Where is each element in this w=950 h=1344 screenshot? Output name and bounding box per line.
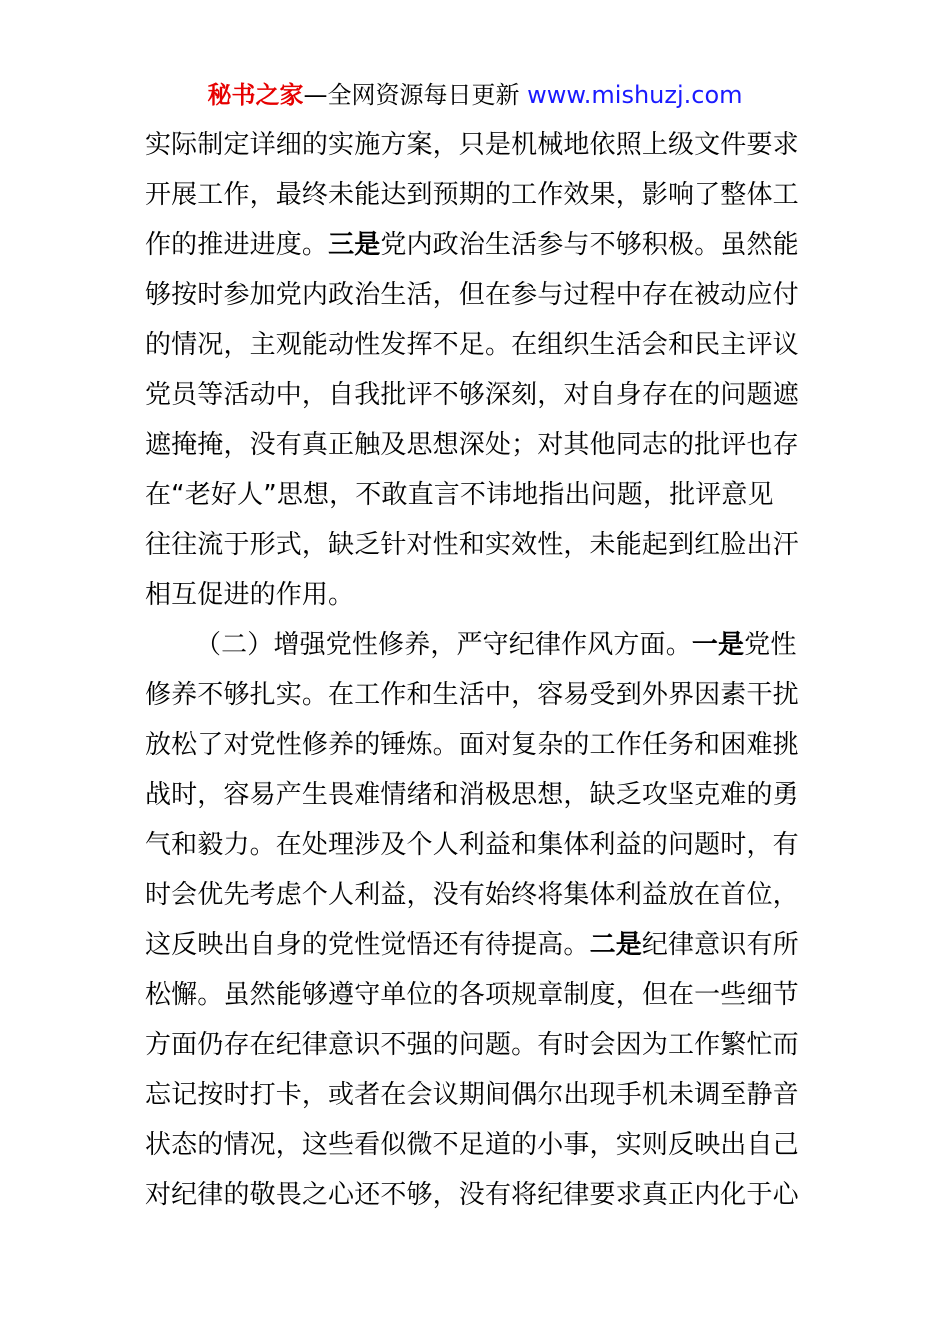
text-line — [145, 720, 810, 770]
text-segment: 在“老好人”思想，不敢直言不讳地指出问题，批评意见 — [145, 480, 774, 510]
text-line — [145, 370, 810, 420]
text-segment: 纪律意识有所 — [641, 930, 799, 960]
text-segment: 气和毅力。在处理涉及个人利益和集体利益的问题时，有 — [145, 830, 799, 860]
bold-marker: 二是 — [589, 930, 642, 960]
text-line — [145, 670, 810, 720]
text-line — [145, 770, 810, 820]
text-segment: 往往流于形式，缺乏针对性和实效性，未能起到红脸出汗 — [145, 530, 799, 560]
text-line — [145, 120, 810, 170]
document-body — [145, 120, 810, 1220]
text-line — [145, 870, 810, 920]
text-segment: 遮掩掩，没有真正触及思想深处；对其他同志的批评也存 — [145, 430, 799, 460]
text-segment: 实际制定详细的实施方案，只是机械地依照上级文件要求 — [145, 130, 799, 160]
text-segment: 开展工作，最终未能达到预期的工作效果，影响了整体工 — [145, 180, 799, 210]
text-line — [145, 520, 810, 570]
text-segment: 的情况，主观能动性发挥不足。在组织生活会和民主评议 — [145, 330, 799, 360]
text-segment: 党内政治生活参与不够积极。虽然能 — [380, 230, 799, 260]
site-brand: 秘书之家 — [207, 81, 304, 109]
text-line — [145, 1170, 810, 1220]
text-segment: 党员等活动中，自我批评不够深刻，对自身存在的问题遮 — [145, 380, 799, 410]
text-segment: （二）增强党性修养，严守纪律作风方面。 — [195, 630, 692, 660]
text-segment: 对纪律的敬畏之心还不够，没有将纪律要求真正内化于心 — [145, 1180, 799, 1210]
text-segment: 战时，容易产生畏难情绪和消极思想，缺乏攻坚克难的勇 — [145, 780, 799, 810]
text-segment: 时会优先考虑个人利益，没有始终将集体利益放在首位， — [145, 880, 799, 910]
text-segment: 党性 — [744, 630, 797, 660]
site-tagline: —全网资源每日更新 — [303, 81, 528, 109]
text-line — [145, 420, 810, 470]
text-line — [145, 320, 810, 370]
text-line — [145, 170, 810, 220]
text-segment: 相互促进的作用。 — [145, 580, 355, 610]
bold-marker: 一是 — [691, 630, 745, 660]
text-line — [145, 270, 810, 320]
text-line — [145, 1070, 810, 1120]
text-line — [145, 570, 810, 620]
text-segment: 够按时参加党内政治生活，但在参与过程中存在被动应付 — [145, 280, 799, 310]
bold-marker: 三是 — [328, 230, 381, 260]
text-line — [145, 1120, 810, 1170]
text-line — [145, 1020, 810, 1070]
text-line — [145, 620, 810, 670]
text-segment: 这反映出自身的党性觉悟还有待提高。 — [145, 930, 590, 960]
text-segment: 状态的情况，这些看似微不足道的小事，实则反映出自己 — [145, 1130, 799, 1160]
text-segment: 放松了对党性修养的锤炼。面对复杂的工作任务和困难挑 — [145, 730, 799, 760]
text-line — [145, 470, 810, 520]
page-header — [0, 78, 950, 112]
text-line — [145, 970, 810, 1020]
text-segment: 忘记按时打卡，或者在会议期间偶尔出现手机未调至静音 — [145, 1080, 799, 1110]
text-line — [145, 220, 810, 270]
text-segment: 方面仍存在纪律意识不强的问题。有时会因为工作繁忙而 — [145, 1030, 799, 1060]
text-segment: 松懈。虽然能够遵守单位的各项规章制度，但在一些细节 — [145, 980, 799, 1010]
text-segment: 修养不够扎实。在工作和生活中，容易受到外界因素干扰 — [145, 680, 799, 710]
site-url-link[interactable]: www.mishuzj.com — [527, 81, 743, 109]
text-line — [145, 820, 810, 870]
text-segment: 作的推进进度。 — [145, 230, 329, 260]
text-line — [145, 920, 810, 970]
